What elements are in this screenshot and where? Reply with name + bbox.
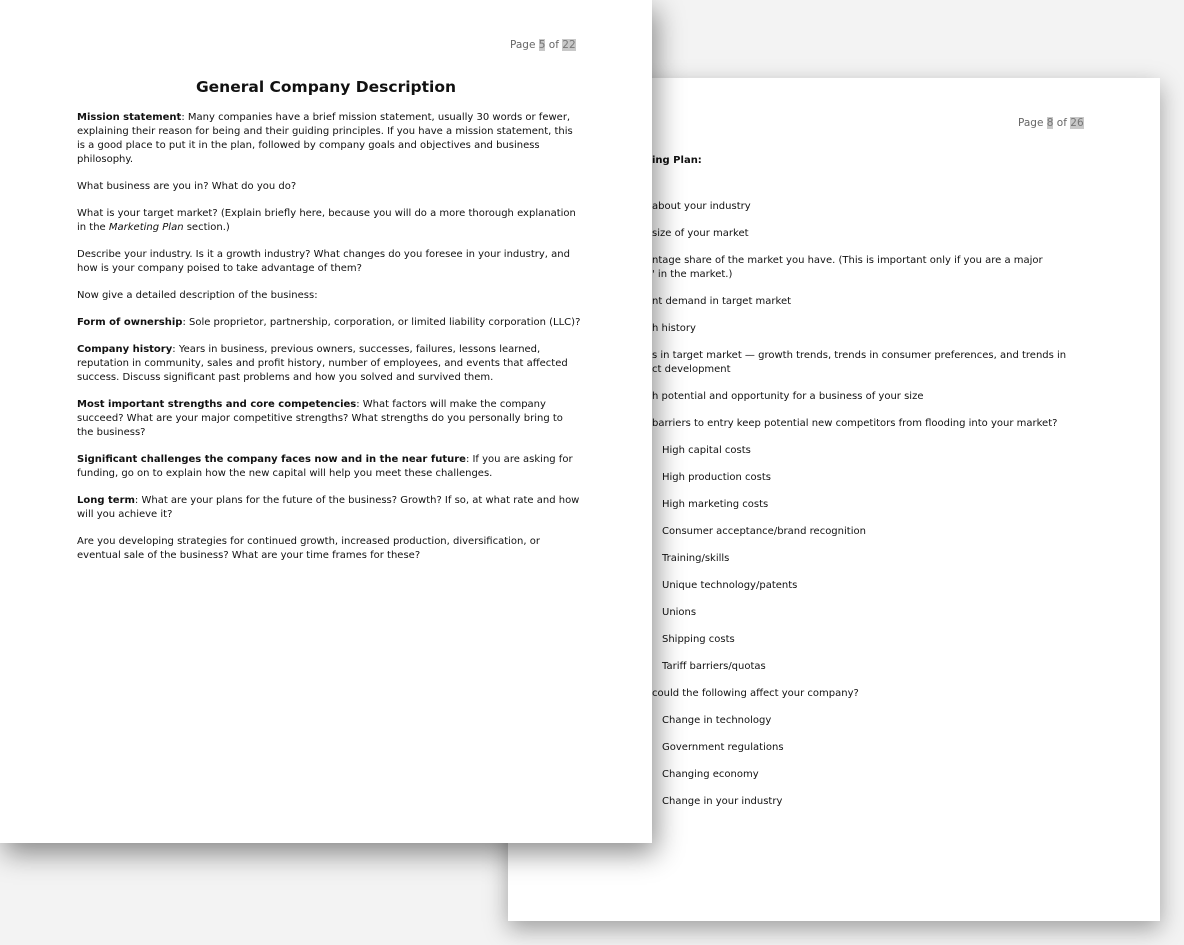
paragraph-text: : Sole proprietor, partnership, corporation, or limited liability corporation (LLC)?	[182, 317, 581, 328]
paragraph: Now give a detailed description of the business:	[77, 290, 318, 301]
paragraph-text: : Many companies have a brief mission statement, usually 30 words or fewer, explaining their reason for being and their guiding principles. If you have a mission statement, this is a good place to put it in the plan, followed by company goals and objectives and business philosophy.	[77, 112, 573, 165]
italic-reference: Marketing Plan	[108, 222, 184, 233]
paragraph-label: Most important strengths and core competencies	[77, 399, 357, 410]
checklist	[652, 200, 1092, 822]
list-item: Unique technology/patents	[662, 580, 798, 591]
paragraph-text: : What factors will make the company succeed? What are your major competitive strengths? What strengths do you personally bring to the business?	[77, 399, 563, 438]
paragraph	[77, 453, 582, 481]
page-current: 8	[1046, 117, 1054, 129]
list-item: size of your market	[652, 228, 749, 239]
list-item: about your industry	[652, 201, 751, 212]
paragraph	[77, 343, 582, 385]
list-item: nt demand in target market	[652, 296, 792, 307]
list-item: High production costs	[662, 472, 771, 483]
list-item: Unions	[662, 607, 697, 618]
paragraph	[77, 316, 582, 330]
list-item: Consumer acceptance/brand recognition	[662, 526, 866, 537]
list-item: Changing economy	[662, 769, 759, 780]
paragraph-label: Company history	[77, 344, 173, 355]
paragraph-label: Form of ownership	[77, 317, 183, 328]
list-item: h history	[652, 323, 696, 334]
list-item: Training/skills	[662, 553, 730, 564]
list-item: ntage share of the market you have. (This is important only if you are a major ' in the market.)	[652, 255, 1043, 280]
page-label: Page	[1018, 117, 1044, 129]
page-of: of	[548, 39, 559, 51]
list-item: barriers to entry keep potential new competitors from flooding into your market?	[652, 418, 1058, 429]
paragraph-label: Long term	[77, 495, 135, 506]
page-total: 26	[1070, 117, 1084, 129]
list-item: High marketing costs	[662, 499, 769, 510]
paragraph: Describe your industry. Is it a growth industry? What changes do you foresee in your industry, and how is your company poised to take advantage of them?	[77, 249, 570, 274]
paragraph-text: : What are your plans for the future of the business? Growth? If so, at what rate and how will you achieve it?	[77, 495, 580, 520]
list-item: Shipping costs	[662, 634, 735, 645]
paragraph-text: : Years in business, previous owners, successes, failures, lessons learned, reputation in community, sales and profit history, number of employees, and events that affected success. Discuss significant past problems and how you solved and survived them.	[77, 344, 568, 383]
page-number	[510, 39, 576, 51]
front-document-page	[0, 0, 652, 843]
paragraph	[77, 398, 582, 440]
paragraph: Are you developing strategies for continued growth, increased production, diversification, or eventual sale of the business? What are your time frames for these?	[77, 536, 540, 561]
page-current: 5	[538, 39, 546, 51]
paragraph	[77, 111, 582, 167]
page-label: Page	[510, 39, 536, 51]
page-total: 22	[562, 39, 576, 51]
paragraph-text: section.)	[183, 222, 230, 233]
page-of: of	[1056, 117, 1067, 129]
list-item: could the following affect your company?	[652, 688, 859, 699]
paragraph: What business are you in? What do you do?	[77, 181, 297, 192]
paragraph-text: : If you are asking for funding, go on to explain how the new capital will help you meet these challenges.	[77, 454, 573, 479]
list-item: Change in technology	[662, 715, 772, 726]
list-item: Change in your industry	[662, 796, 783, 807]
list-item: High capital costs	[662, 445, 751, 456]
document-body	[77, 111, 582, 576]
paragraph-text: What is your target market? (Explain briefly here, because you will do a more thorough explanation in the	[77, 208, 576, 233]
section-heading: ing Plan:	[652, 155, 702, 166]
list-item: Government regulations	[662, 742, 784, 753]
paragraph-label: Mission statement	[77, 112, 182, 123]
list-item: h potential and opportunity for a business of your size	[652, 391, 924, 402]
page-number	[1018, 117, 1084, 129]
page-title: General Company Description	[195, 78, 457, 96]
list-item: s in target market — growth trends, trends in consumer preferences, and trends in ct development	[652, 350, 1067, 375]
paragraph-label: Significant challenges the company faces now and in the near future	[77, 454, 466, 465]
list-item: Tariff barriers/quotas	[662, 661, 766, 672]
paragraph	[77, 207, 582, 235]
paragraph	[77, 494, 582, 522]
